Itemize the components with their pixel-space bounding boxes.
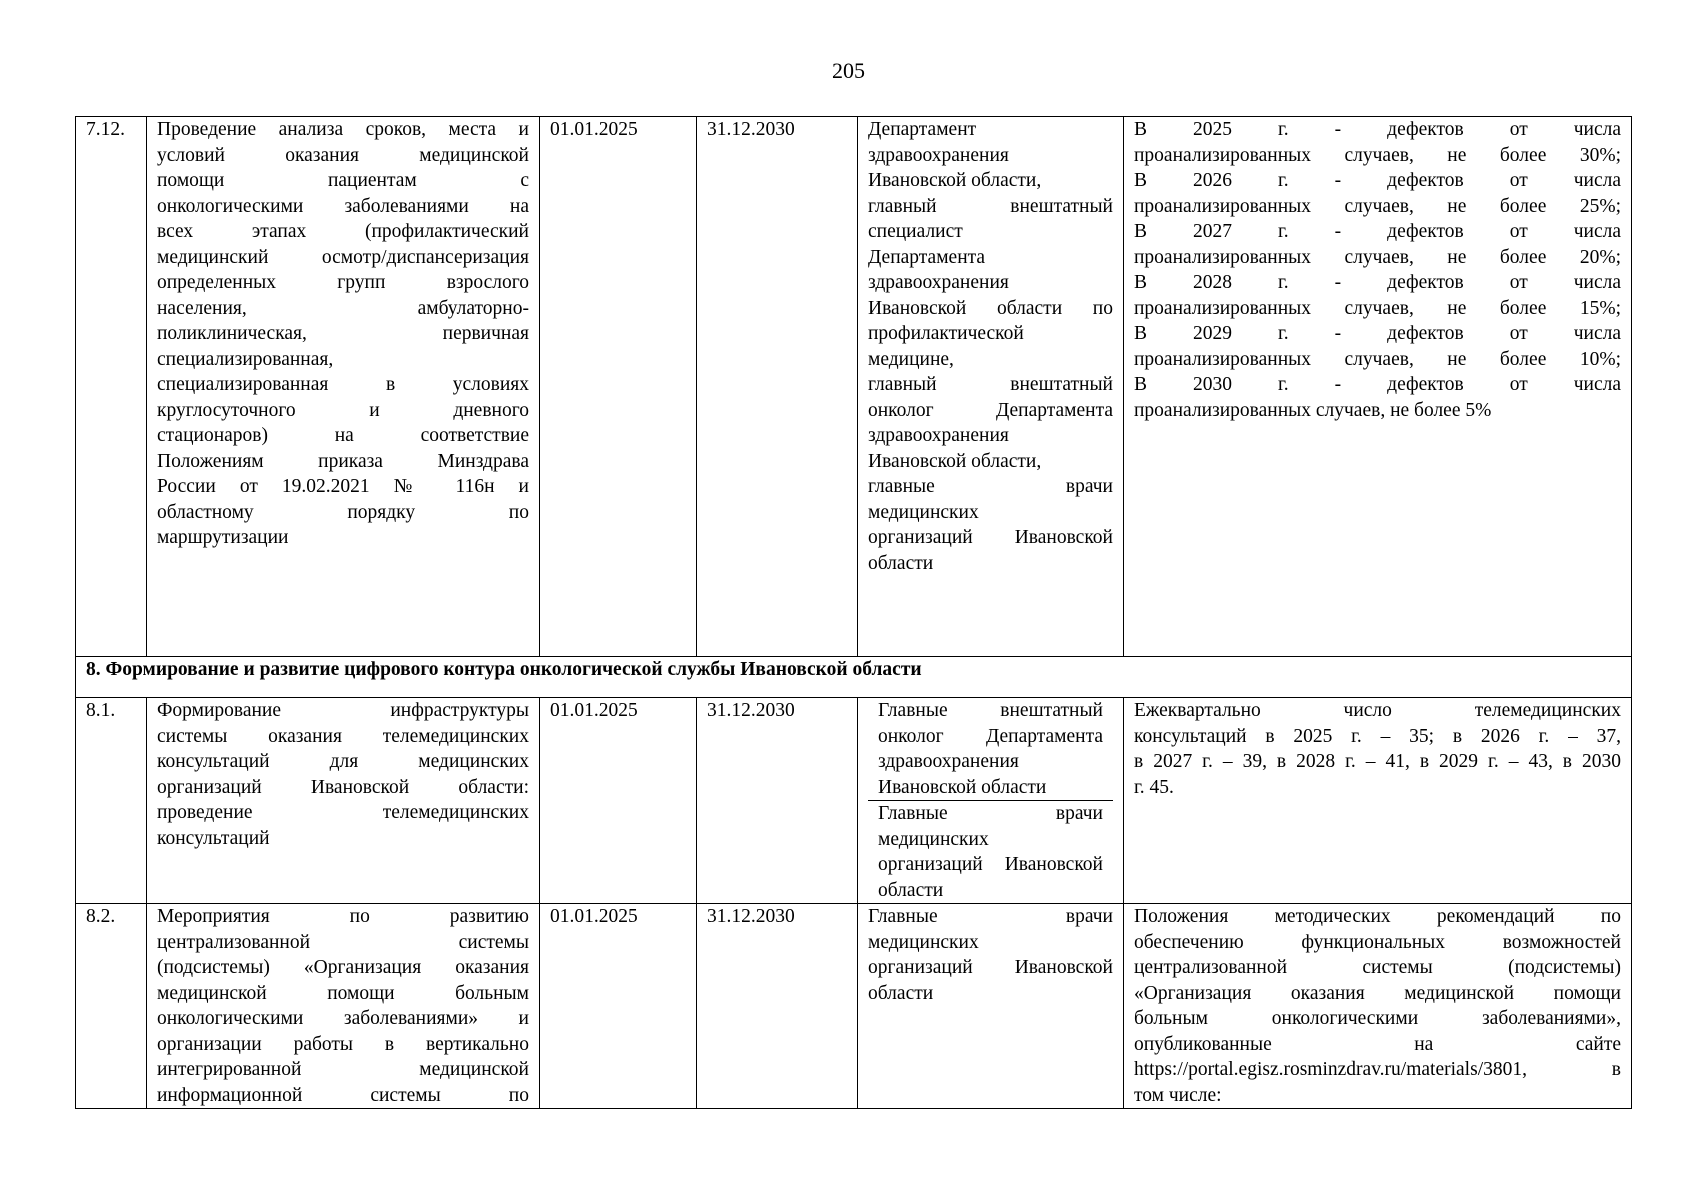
responsible-line: онколог Департамента xyxy=(868,399,1113,421)
responsible-line: главные врачи xyxy=(868,476,1113,497)
result-line: в 2027 г. – 39, в 2028 г. – 41, в 2029 г. – 43, в 2030 xyxy=(1134,751,1621,772)
activity-line: специализированная, xyxy=(157,348,334,370)
responsible-line: Ивановской области по xyxy=(868,297,1113,319)
responsible-line: Ивановской области, xyxy=(868,450,1042,472)
result-line: проанализированных случаев, не более 10%; xyxy=(1134,348,1621,370)
row-number: 8.2. xyxy=(76,904,147,1109)
activity-line: специализированная в условиях xyxy=(157,374,529,395)
responsible-line: организаций Ивановской xyxy=(868,957,1113,978)
end-date: 31.12.2030 xyxy=(697,117,858,657)
result-line: «Организация оказания медицинской помощи xyxy=(1134,982,1621,1004)
activity-line: проведение телемедицинских xyxy=(157,802,529,823)
result-cell xyxy=(1124,117,1632,657)
responsible-line: специалист xyxy=(868,221,963,242)
activity-line: условий оказания медицинской xyxy=(157,144,529,166)
activity-line: медицинский осмотр/диспансеризация xyxy=(157,246,529,268)
responsible-line: медицине, xyxy=(868,348,954,370)
result-line: обеспечению функциональных возможностей xyxy=(1134,931,1621,953)
activity-line: Мероприятия по развитию xyxy=(157,906,529,927)
responsible-part-bottom xyxy=(868,801,1113,903)
table-row-7-12 xyxy=(76,117,1632,657)
responsible-line: Департамента xyxy=(868,246,986,268)
activity-line: населения, амбулаторно- xyxy=(157,297,529,319)
table-row-8-1 xyxy=(76,698,1632,904)
result-line: Положения методических рекомендаций по xyxy=(1134,906,1621,927)
responsible-line: здравоохранения xyxy=(868,425,1009,446)
responsible-line: онколог Департамента xyxy=(878,725,1103,747)
responsible-line: организаций Ивановской xyxy=(868,527,1113,548)
section-heading-row xyxy=(76,657,1632,698)
responsible-line: Ивановской области xyxy=(878,776,1047,798)
activity-line: определенных групп взрослого xyxy=(157,272,529,293)
result-line: проанализированных случаев, не более 5% xyxy=(1134,399,1492,421)
responsible-line: Ивановской области, xyxy=(868,170,1042,191)
responsible-line: главный внештатный xyxy=(868,195,1113,217)
result-line: https://portal.egisz.rosminzdrav.ru/materials/3801, в xyxy=(1134,1059,1621,1080)
responsible-line: области xyxy=(878,879,944,901)
activity-line: онкологическими заболеваниями на xyxy=(157,195,529,217)
result-line: В 2027 г. - дефектов от числа xyxy=(1134,221,1621,242)
responsible-line: медицинских xyxy=(878,828,989,850)
page-number: 205 xyxy=(832,58,865,83)
end-date: 31.12.2030 xyxy=(697,904,858,1109)
activity-line: медицинской помощи больным xyxy=(157,982,529,1004)
responsible-part-top xyxy=(868,698,1113,801)
responsible-line: медицинских xyxy=(868,501,979,523)
activity-cell xyxy=(147,904,540,1109)
start-date: 01.01.2025 xyxy=(540,117,697,657)
activity-line: Формирование инфраструктуры xyxy=(157,700,529,721)
responsible-line: Главные врачи xyxy=(878,803,1103,824)
activity-line: Проведение анализа сроков, места и xyxy=(157,119,529,140)
activity-line: помощи пациентам с xyxy=(157,170,529,191)
activity-line: централизованной системы xyxy=(157,931,529,953)
row-number: 8.1. xyxy=(76,698,147,904)
responsible-line: главный внештатный xyxy=(868,374,1113,395)
responsible-line: здравоохранения xyxy=(878,751,1019,772)
result-cell xyxy=(1124,698,1632,904)
start-date: 01.01.2025 xyxy=(540,904,697,1109)
responsible-line: профилактической xyxy=(868,323,1024,344)
activity-line: России от 19.02.2021 № 116н и xyxy=(157,476,529,497)
responsible-line: Департамент xyxy=(868,119,977,140)
end-date: 31.12.2030 xyxy=(697,698,858,904)
responsible-line: организаций Ивановской xyxy=(878,854,1103,875)
responsible-line: здравоохранения xyxy=(868,144,1009,166)
activity-cell xyxy=(147,117,540,657)
activity-line: консультаций xyxy=(157,827,270,849)
activity-line: маршрутизации xyxy=(157,527,289,548)
responsible-line: области xyxy=(868,552,934,574)
responsible-cell xyxy=(858,904,1124,1109)
result-cell xyxy=(1124,904,1632,1109)
result-line: проанализированных случаев, не более 15%; xyxy=(1134,297,1621,319)
result-line: консультаций в 2025 г. – 35; в 2026 г. – 37, xyxy=(1134,725,1621,747)
activity-line: (подсистемы) «Организация оказания xyxy=(157,957,529,978)
activity-line: всех этапах (профилактический xyxy=(157,221,529,242)
activity-line: областному порядку по xyxy=(157,501,529,523)
result-line: Ежеквартально число телемедицинских xyxy=(1134,700,1621,721)
responsible-cell xyxy=(858,117,1124,657)
result-line: больным онкологическими заболеваниями», xyxy=(1134,1008,1621,1029)
result-line: В 2029 г. - дефектов от числа xyxy=(1134,323,1621,344)
result-line: В 2025 г. - дефектов от числа xyxy=(1134,119,1621,140)
result-line: В 2026 г. - дефектов от числа xyxy=(1134,170,1621,191)
result-line: В 2030 г. - дефектов от числа xyxy=(1134,374,1621,395)
activity-line: системы оказания телемедицинских xyxy=(157,725,529,747)
activity-line: организаций Ивановской области: xyxy=(157,776,529,798)
responsible-line: Главные внештатный xyxy=(878,700,1103,721)
activity-line: стационаров) на соответствие xyxy=(157,425,529,446)
result-line: проанализированных случаев, не более 20%; xyxy=(1134,246,1621,268)
result-line: опубликованные на сайте xyxy=(1134,1033,1621,1055)
result-line: проанализированных случаев, не более 25%; xyxy=(1134,195,1621,217)
table-row-8-2 xyxy=(76,904,1632,1109)
result-line: В 2028 г. - дефектов от числа xyxy=(1134,272,1621,293)
result-line: том числе: xyxy=(1134,1084,1222,1106)
activity-line: интегрированной медицинской xyxy=(157,1059,529,1080)
action-plan-table xyxy=(75,116,1632,1109)
row-number: 7.12. xyxy=(76,117,147,657)
result-line: проанализированных случаев, не более 30%; xyxy=(1134,144,1621,166)
result-line: г. 45. xyxy=(1134,776,1174,798)
activity-line: информационной системы по xyxy=(157,1084,529,1106)
responsible-cell xyxy=(858,698,1124,904)
activity-line: организации работы в вертикально xyxy=(157,1033,529,1055)
section-title: 8. Формирование и развитие цифрового контура онкологической службы Ивановской области xyxy=(76,657,1632,698)
responsible-line: Главные врачи xyxy=(868,906,1113,927)
responsible-line: области xyxy=(868,982,934,1004)
activity-cell xyxy=(147,698,540,904)
responsible-line: здравоохранения xyxy=(868,272,1009,293)
activity-line: онкологическими заболеваниями» и xyxy=(157,1008,529,1029)
activity-line: консультаций для медицинских xyxy=(157,751,529,772)
activity-line: поликлиническая, первичная xyxy=(157,323,529,344)
activity-line: круглосуточного и дневного xyxy=(157,399,529,421)
responsible-line: медицинских xyxy=(868,931,979,953)
result-line: централизованной системы (подсистемы) xyxy=(1134,957,1621,978)
start-date: 01.01.2025 xyxy=(540,698,697,904)
activity-line: Положениям приказа Минздрава xyxy=(157,450,529,472)
